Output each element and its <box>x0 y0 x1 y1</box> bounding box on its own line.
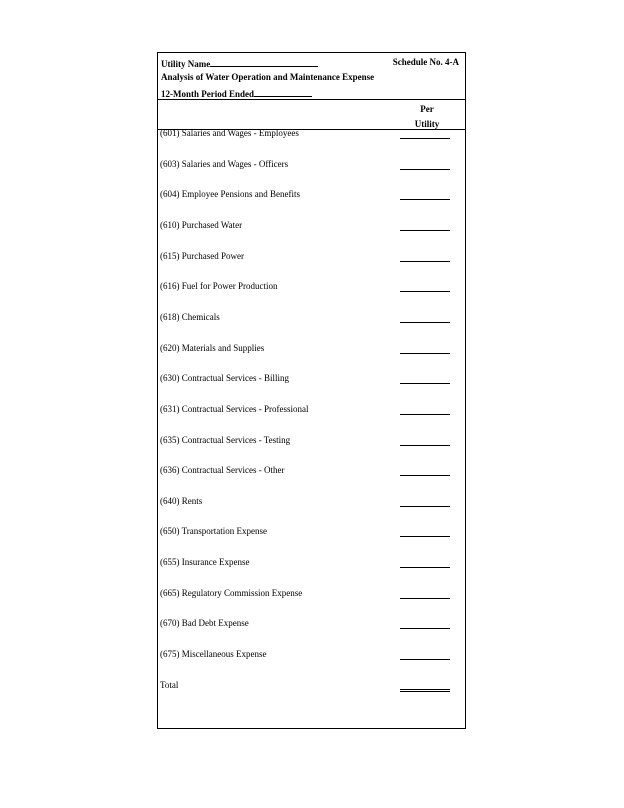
period-line <box>161 87 462 100</box>
amount-field[interactable] <box>400 598 450 599</box>
table-row <box>158 401 465 421</box>
row-label: (635) Contractual Services - Testing <box>160 434 291 445</box>
table-row <box>158 554 465 574</box>
table-row <box>158 523 465 543</box>
row-label: (655) Insurance Expense <box>160 557 250 568</box>
table-row <box>158 677 465 697</box>
column-header-utility: Utility <box>414 119 440 129</box>
amount-field[interactable] <box>400 536 450 537</box>
table-row <box>158 462 465 482</box>
amount-field[interactable] <box>400 475 450 476</box>
period-ended-field[interactable] <box>254 87 312 97</box>
total-amount-field[interactable] <box>400 689 450 692</box>
schedule-number: Schedule No. 4-A <box>392 57 459 67</box>
amount-field[interactable] <box>400 445 450 446</box>
table-row <box>158 217 465 237</box>
table-row <box>158 615 465 635</box>
form-title: Analysis of Water Operation and Maintenance Expense <box>161 72 375 82</box>
row-label: (631) Contractual Services - Professional <box>160 403 309 414</box>
table-row <box>158 248 465 268</box>
row-label: (675) Miscellaneous Expense <box>160 649 267 660</box>
table-row <box>158 493 465 513</box>
table-row <box>158 125 465 145</box>
table-row <box>158 432 465 452</box>
utility-name-field[interactable] <box>210 57 318 67</box>
row-label: (603) Salaries and Wages - Officers <box>160 158 289 169</box>
amount-field[interactable] <box>400 261 450 262</box>
row-label: (604) Employee Pensions and Benefits <box>160 189 300 200</box>
amount-field[interactable] <box>400 506 450 507</box>
row-label: (630) Contractual Services - Billing <box>160 373 289 384</box>
table-row <box>158 278 465 298</box>
utility-name-line <box>161 57 462 70</box>
amount-field[interactable] <box>400 383 450 384</box>
period-label: 12-Month Period Ended <box>161 89 255 99</box>
row-label: (650) Transportation Expense <box>160 526 267 537</box>
amount-field[interactable] <box>400 291 450 292</box>
row-label: (616) Fuel for Power Production <box>160 281 278 292</box>
table-row <box>158 156 465 176</box>
utility-name-label: Utility Name <box>161 59 211 69</box>
row-label: (618) Chemicals <box>160 311 220 322</box>
amount-field[interactable] <box>400 138 450 139</box>
column-header-per: Per <box>420 104 434 114</box>
form-header <box>158 53 465 100</box>
amount-field[interactable] <box>400 353 450 354</box>
row-label: (636) Contractual Services - Other <box>160 465 285 476</box>
table-row <box>158 646 465 666</box>
row-label: (610) Purchased Water <box>160 219 243 230</box>
table-row <box>158 309 465 329</box>
table-row <box>158 370 465 390</box>
table-row <box>158 340 465 360</box>
row-label: (601) Salaries and Wages - Employees <box>160 128 299 138</box>
amount-field[interactable] <box>400 567 450 568</box>
row-label: (615) Purchased Power <box>160 250 244 261</box>
schedule-form <box>157 52 466 729</box>
table-row <box>158 186 465 206</box>
table-row <box>158 585 465 605</box>
amount-field[interactable] <box>400 628 450 629</box>
amount-field[interactable] <box>400 322 450 323</box>
row-label: (640) Rents <box>160 495 203 506</box>
row-label: (665) Regulatory Commission Expense <box>160 587 303 598</box>
row-label: (620) Materials and Supplies <box>160 342 265 353</box>
row-label: (670) Bad Debt Expense <box>160 618 249 629</box>
amount-field[interactable] <box>400 199 450 200</box>
amount-field[interactable] <box>400 169 450 170</box>
amount-field[interactable] <box>400 414 450 415</box>
row-label: Total <box>160 679 179 690</box>
amount-field[interactable] <box>400 230 450 231</box>
amount-field[interactable] <box>400 659 450 660</box>
